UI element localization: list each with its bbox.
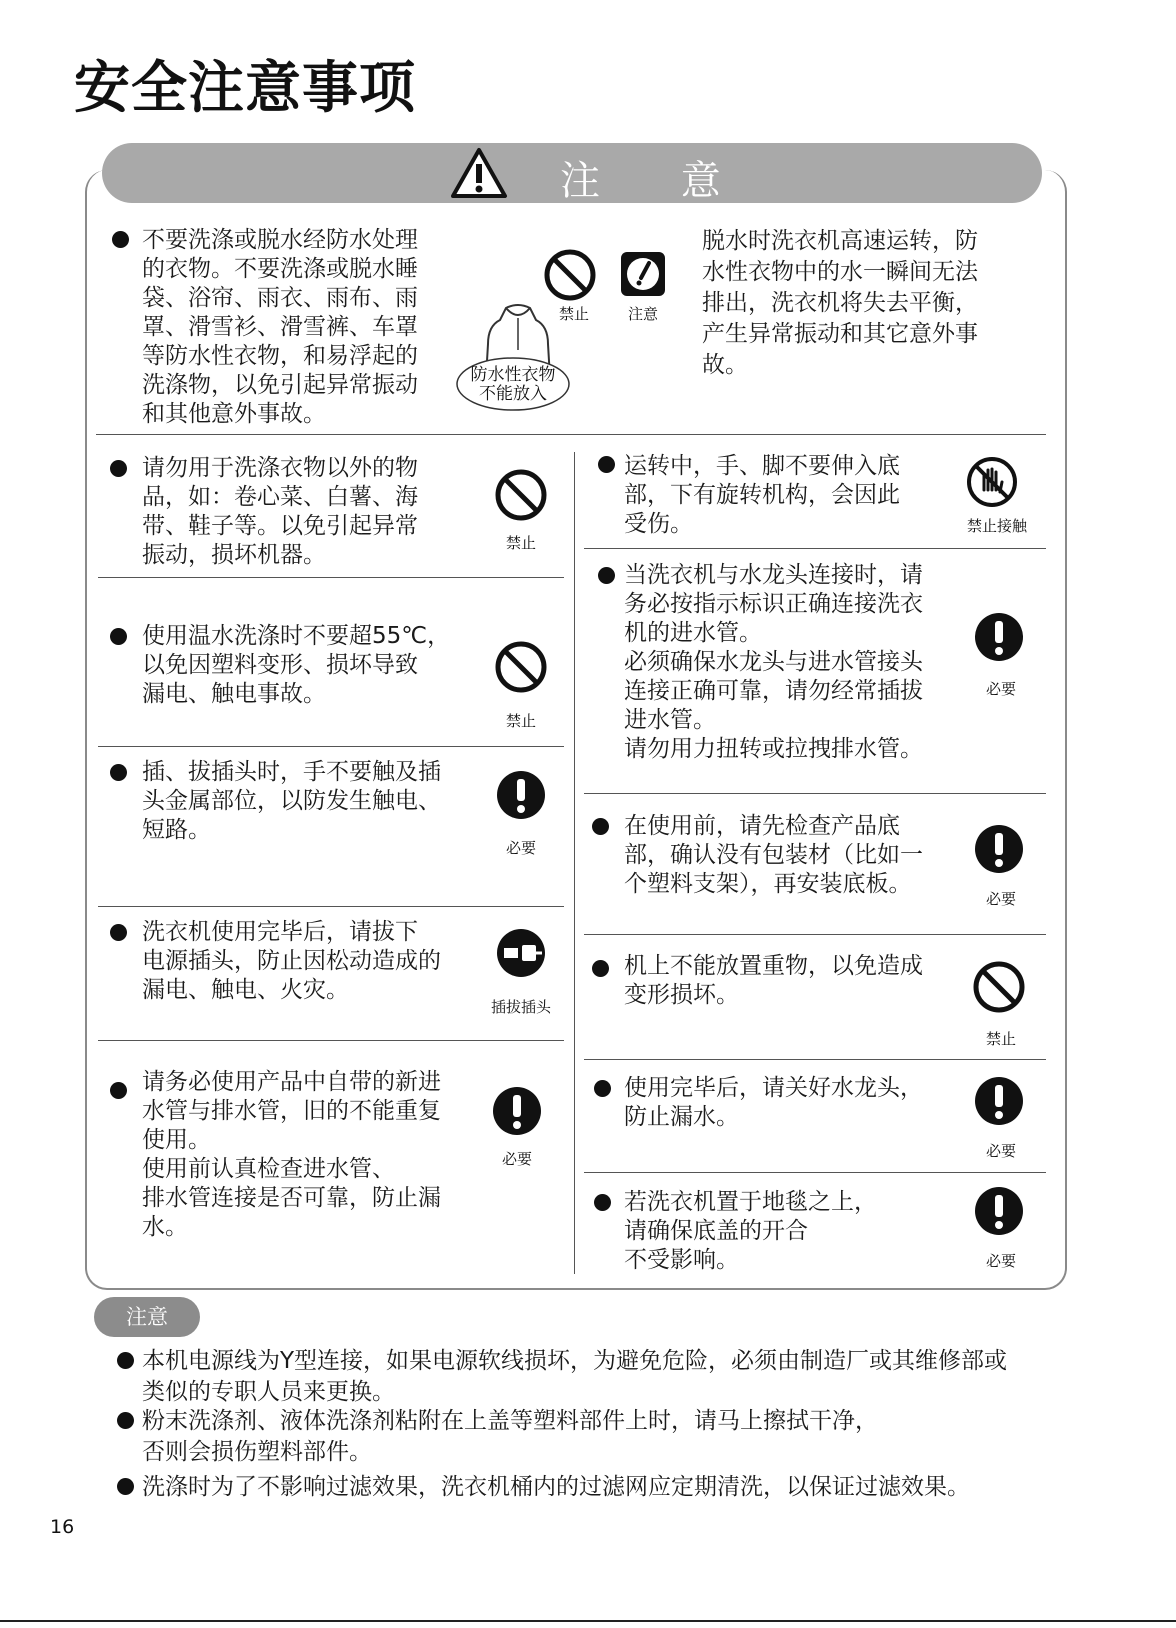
prohibit-icon — [494, 468, 548, 522]
icon-label: 禁止 — [558, 305, 589, 323]
divider — [98, 906, 564, 907]
notes-label: 注意 — [94, 1297, 200, 1337]
icon-label: 禁止接触 — [966, 517, 1027, 535]
top-right-text: 脱水时洗衣机高速运转，防 水性衣物中的水一瞬间无法 排出，洗衣机将失去平衡， 产生异常振动和其它意外事 故。 — [702, 228, 978, 378]
icon-label: 插拔插头 — [490, 998, 551, 1016]
divider — [98, 1040, 564, 1041]
caution-icon — [619, 250, 667, 298]
garment-caption: 防水性衣物 不能放入 — [470, 365, 556, 404]
divider — [96, 434, 1046, 435]
icon-label: 必要 — [985, 680, 1016, 698]
icon-label: 必要 — [985, 890, 1016, 908]
bullet — [594, 1194, 611, 1211]
mandatory-icon — [496, 770, 546, 820]
page-title: 安全注意事项 — [74, 56, 416, 121]
top-left-text: 不要洗涤或脱水经防水处理 的衣物。不要洗涤或脱水睡 袋、浴帘、雨衣、雨布、雨 罩、滑雪衫、滑雪裤、车罩 等防水性衣物，和易浮起的 洗涤物，以免引起异常振动 和其他意外事故。 — [142, 227, 418, 427]
list-item-text: 使用温水洗涤时不要超55℃， 以免因塑料变形、损坏导致 漏电、触电事故。 — [142, 623, 451, 707]
bullet — [110, 764, 127, 781]
list-item-text: 机上不能放置重物，以免造成 变形损坏。 — [624, 953, 923, 1008]
mandatory-icon — [974, 824, 1024, 874]
mandatory-icon — [974, 612, 1024, 662]
list-item-text: 请勿用于洗涤衣物以外的物 品，如：卷心菜、白薯、海 带、鞋子等。以免引起异常 振动，损坏机器。 — [142, 455, 418, 568]
icon-label: 必要 — [501, 1150, 532, 1168]
bullet — [598, 567, 615, 584]
bullet — [117, 1352, 134, 1369]
list-item-text: 若洗衣机置于地毯之上， 请确保底盖的开合 不受影响。 — [624, 1189, 877, 1273]
page-bottom-rule — [0, 1620, 1176, 1622]
list-item-text: 插、拔插头时，手不要触及插 头金属部位，以防发生触电、 短路。 — [142, 759, 441, 843]
bullet — [117, 1478, 134, 1495]
bullet — [110, 924, 127, 941]
bullet — [117, 1412, 134, 1429]
list-item-text: 洗衣机使用完毕后，请拔下 电源插头，防止因松动造成的 漏电、触电、火灾。 — [142, 919, 441, 1003]
bullet — [110, 460, 127, 477]
bullet — [110, 1082, 127, 1099]
icon-label: 禁止 — [505, 712, 536, 730]
unplug-icon — [496, 928, 546, 978]
mandatory-icon — [974, 1186, 1024, 1236]
column-divider — [574, 452, 575, 1274]
mandatory-icon — [492, 1086, 542, 1136]
note-text: 本机电源线为Y型连接，如果电源软线损坏，为避免危险，必须由制造厂或其维修部或 类似的专职人员来更换。 — [142, 1348, 1008, 1405]
list-item-text: 在使用前，请先检查产品底 部，确认没有包装材（比如一 个塑料支架），再安装底板。 — [624, 813, 923, 897]
list-item-text: 使用完毕后，请关好水龙头， 防止漏水。 — [624, 1075, 923, 1130]
note-text: 粉末洗涤剂、液体洗涤剂粘附在上盖等塑料部件上时，请马上擦拭干净， 否则会损伤塑料部件。 — [142, 1408, 878, 1465]
bullet — [112, 231, 129, 248]
warning-icon — [450, 147, 508, 199]
bullet — [594, 1080, 611, 1097]
banner-title: 注 意 — [560, 158, 755, 204]
list-item-text: 运转中，手、脚不要伸入底 部，下有旋转机构，会因此 受伤。 — [624, 453, 900, 537]
icon-label: 禁止 — [505, 534, 536, 552]
divider — [584, 1172, 1046, 1173]
divider — [584, 934, 1046, 935]
list-item-text: 请务必使用产品中自带的新进 水管与排水管，旧的不能重复 使用。 使用前认真检查进水管、 排水管连接是否可靠，防止漏 水。 — [142, 1069, 441, 1240]
icon-label: 必要 — [505, 839, 536, 857]
icon-label: 禁止 — [985, 1030, 1016, 1048]
bullet — [110, 628, 127, 645]
icon-label: 必要 — [985, 1252, 1016, 1270]
page-number: 16 — [50, 1516, 75, 1538]
bullet — [598, 456, 615, 473]
divider — [584, 793, 1046, 794]
bullet — [592, 960, 609, 977]
divider — [584, 548, 1046, 549]
prohibit-icon — [543, 248, 597, 302]
icon-label: 注意 — [627, 305, 658, 323]
prohibit-icon — [972, 960, 1026, 1014]
note-text: 洗涤时为了不影响过滤效果，洗衣机桶内的过滤网应定期清洗，以保证过滤效果。 — [142, 1474, 970, 1500]
mandatory-icon — [974, 1076, 1024, 1126]
list-item-text: 当洗衣机与水龙头连接时，请 务必按指示标识正确连接洗衣 机的进水管。 必须确保水龙头与进水管接头 连接正确可靠，请勿经常插拔 进水管。 请勿用力扭转或拉拽排水管。 — [624, 562, 923, 762]
divider — [98, 577, 564, 578]
no-touch-icon — [966, 456, 1018, 508]
divider — [98, 746, 564, 747]
prohibit-icon — [494, 640, 548, 694]
icon-label: 必要 — [985, 1142, 1016, 1160]
divider — [584, 1059, 1046, 1060]
bullet — [592, 818, 609, 835]
